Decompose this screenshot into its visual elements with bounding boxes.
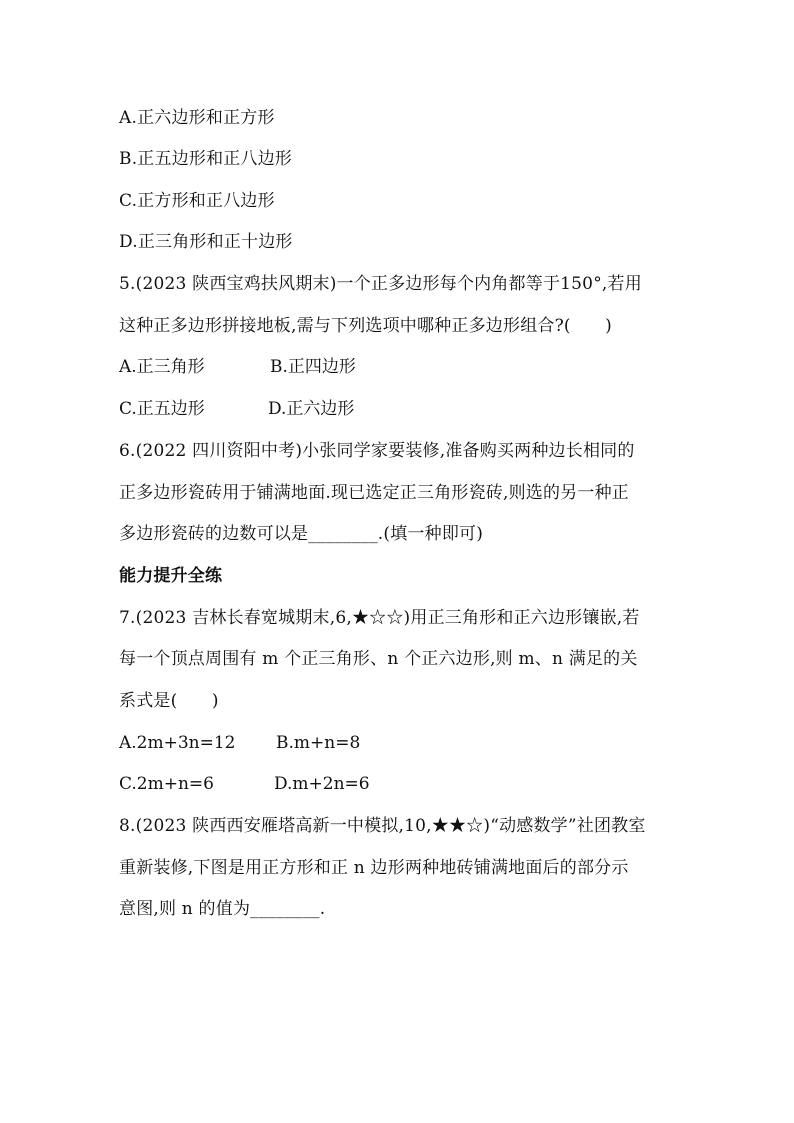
q6-stem-line1: 6.(2022 四川资阳中考)小张同学家要装修,准备购买两种边长相同的 [119,441,635,461]
q7-stem-line1: 7.(2023 吉林长春宽城期末,6,★☆☆)用正三角形和正六边形镶嵌,若 [119,608,640,628]
q5-option-d: D.正六边形 [268,399,355,419]
q5-option-c: C.正五边形 [119,399,205,419]
q5-stem-line1: 5.(2023 陕西宝鸡扶风期末)一个正多边形每个内角都等于150°,若用 [119,274,642,294]
q6-stem-line2: 正多边形瓷砖用于铺满地面.现已选定正三角形瓷砖,则选的另一种正 [119,483,630,503]
q7-option-b: B.m+n=8 [276,733,361,753]
q4-option-c: C.正方形和正八边形 [119,191,275,211]
q5-option-b: B.正四边形 [270,357,356,377]
q7-option-d: D.m+2n=6 [274,774,370,794]
q7-stem-line2: 每一个顶点周围有 m 个正三角形、n 个正六边形,则 m、n 满足的关 [119,649,638,669]
q4-option-d: D.正三角形和正十边形 [119,232,293,252]
q4-option-b: B.正五边形和正八边形 [119,149,293,169]
q8-stem-line2: 重新装修,下图是用正方形和正 n 边形两种地砖铺满地面后的部分示 [119,858,629,878]
q8-stem-line1: 8.(2023 陕西西安雁塔高新一中模拟,10,★★☆)“动感数学”社团教室 [119,816,646,836]
q8-stem-line3: 意图,则 n 的值为________. [119,899,326,919]
q4-option-a: A.正六边形和正方形 [119,108,275,128]
q5-option-a: A.正三角形 [119,357,205,377]
q6-stem-line3: 多边形瓷砖的边数可以是________.(填一种即可) [119,524,484,544]
q7-stem-line3: 系式是( ) [119,691,219,711]
q5-stem-line2: 这种正多边形拼接地板,需与下列选项中哪种正多边形组合?( ) [119,316,612,336]
q7-option-c: C.2m+n=6 [119,774,214,794]
section-heading: 能力提升全练 [119,566,223,586]
q7-option-a: A.2m+3n=12 [119,733,236,753]
